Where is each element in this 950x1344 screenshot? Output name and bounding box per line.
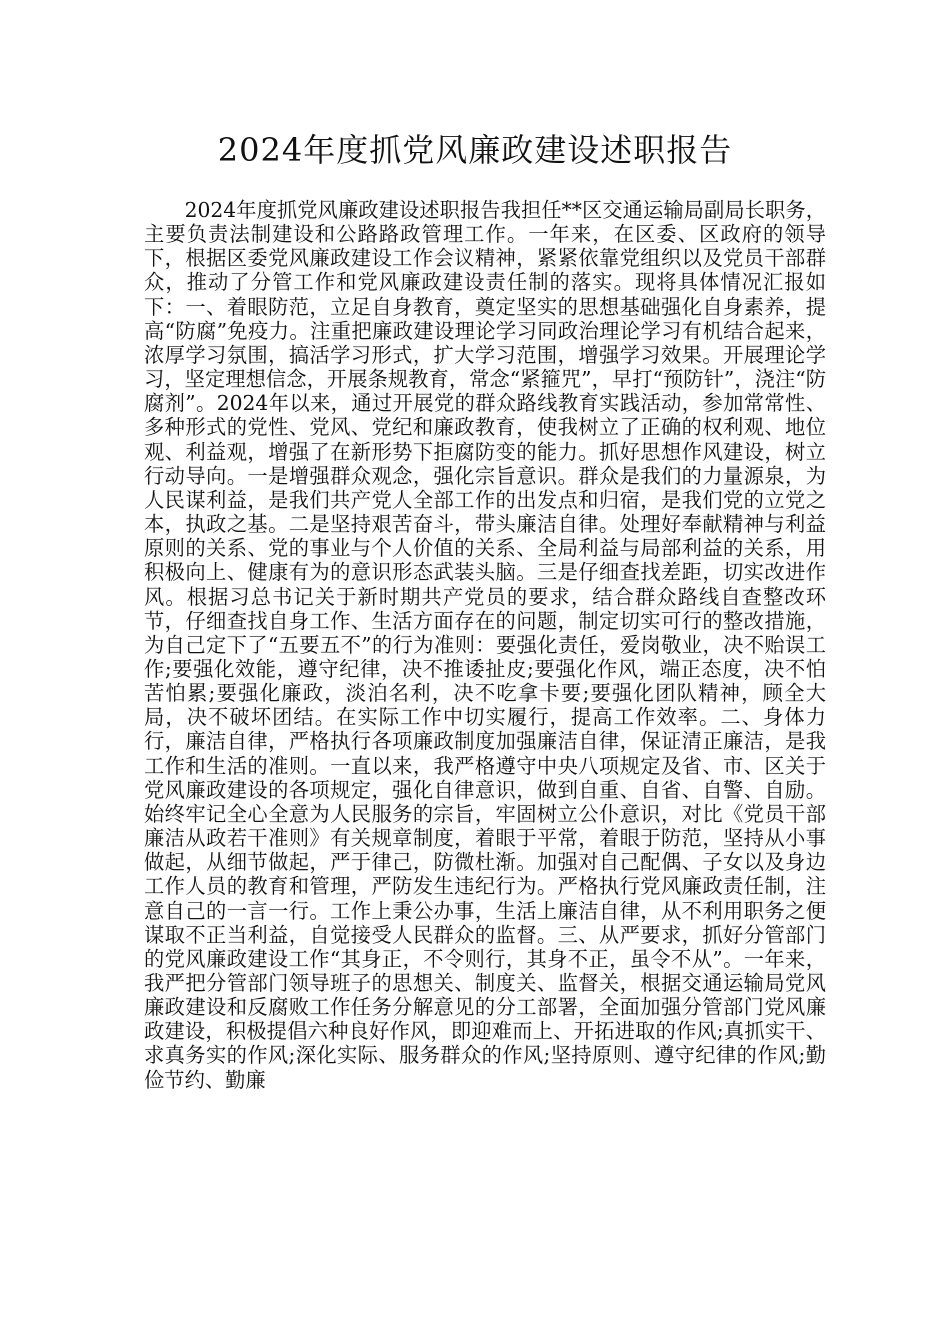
document-body-paragraph: 2024年度抓党风廉政建设述职报告我担任**区交通运输局副局长职务，主要负责法制建设和公路路政管理工作。一年来，在区委、区政府的领导下，根据区委党风廉政建设工作会议精神，紧紧依靠党组织以及党员干部群众，推动了分管工作和党风廉政建设责任制的落实。现将具体情况汇报如下：一、着眼防范，立足自身教育，奠定坚实的思想基础强化自身素养，提高“防腐”免疫力。注重把廉政建设理论学习同政治理论学习有机结合起来，浓厚学习氛围，搞活学习形式，扩大学习范围，增强学习效果。开展理论学习，坚定理想信念，开展条规教育，常念“紧箍咒”，早打“预防针”，浇注“防腐剂”。2024年以来，通过开展党的群众路线教育实践活动，参加常常性、多种形式的党性、党风、党纪和廉政教育，使我树立了正确的权利观、地位观、利益观，增强了在新形势下拒腐防变的能力。抓好思想作风建设，树立行动导向。一是增强群众观念，强化宗旨意识。群众是我们的力量源泉，为人民谋利益，是我们共产党人全部工作的出发点和归宿，是我们党的立党之本，执政之基。二是坚持艰苦奋斗，带头廉洁自律。处理好奉献精神与利益原则的关系、党的事业与个人价值的关系、全局利益与局部利益的关系，用积极向上、健康有为的意识形态武装头脑。三是仔细查找差距，切实改进作风。根据习总书记关于新时期共产党员的要求，结合群众路线自查整改环节，仔细查找自身工作、生活方面存在的问题，制定切实可行的整改措施，为自己定下了“五要五不”的行为准则：要强化责任，爱岗敬业，决不贻误工作;要强化效能，遵守纪律，决不推诿扯皮;要强化作风，端正态度，决不怕苦怕累;要强化廉政，淡泊名利，决不吃拿卡要;要强化团队精神，顾全大局，决不破坏团结。在实际工作中切实履行，提高工作效率。二、身体力行，廉洁自律，严格执行各项廉政制度加强廉洁自律，保证清正廉洁，是我工作和生活的准则。一直以来，我严格遵守中央八项规定及省、市、区关于党风廉政建设的各项规定，强化自律意识，做到自重、自省、自警、自励。始终牢记全心全意为人民服务的宗旨，牢固树立公仆意识，对比《党员干部廉洁从政若干准则》有关规章制度，着眼于平常，着眼于防范，坚持从小事做起，从细节做起，严于律己，防微杜渐。加强对自己配偶、子女以及身边工作人员的教育和管理，严防发生违纪行为。严格执行党风廉政责任制，注意自己的一言一行。工作上秉公办事，生活上廉洁自律，从不利用职务之便谋取不正当利益，自觉接受人民群众的监督。三、从严要求，抓好分管部门的党风廉政建设工作“其身正，不令则行，其身不正，虽令不从”。一年来，我严把分管部门领导班子的思想关、制度关、监督关，根据交通运输局党风廉政建设和反腐败工作任务分解意见的分工部署，全面加强分管部门党风廉政建设，积极提倡六种良好作风，即迎难而上、开拓进取的作风;真抓实干、求真务实的作风;深化实际、服务群众的作风;坚持原则、遵守纪律的作风;勤俭节约、勤廉: [144, 198, 826, 1092]
document-title: 2024年度抓党风廉政建设述职报告: [217, 131, 733, 169]
